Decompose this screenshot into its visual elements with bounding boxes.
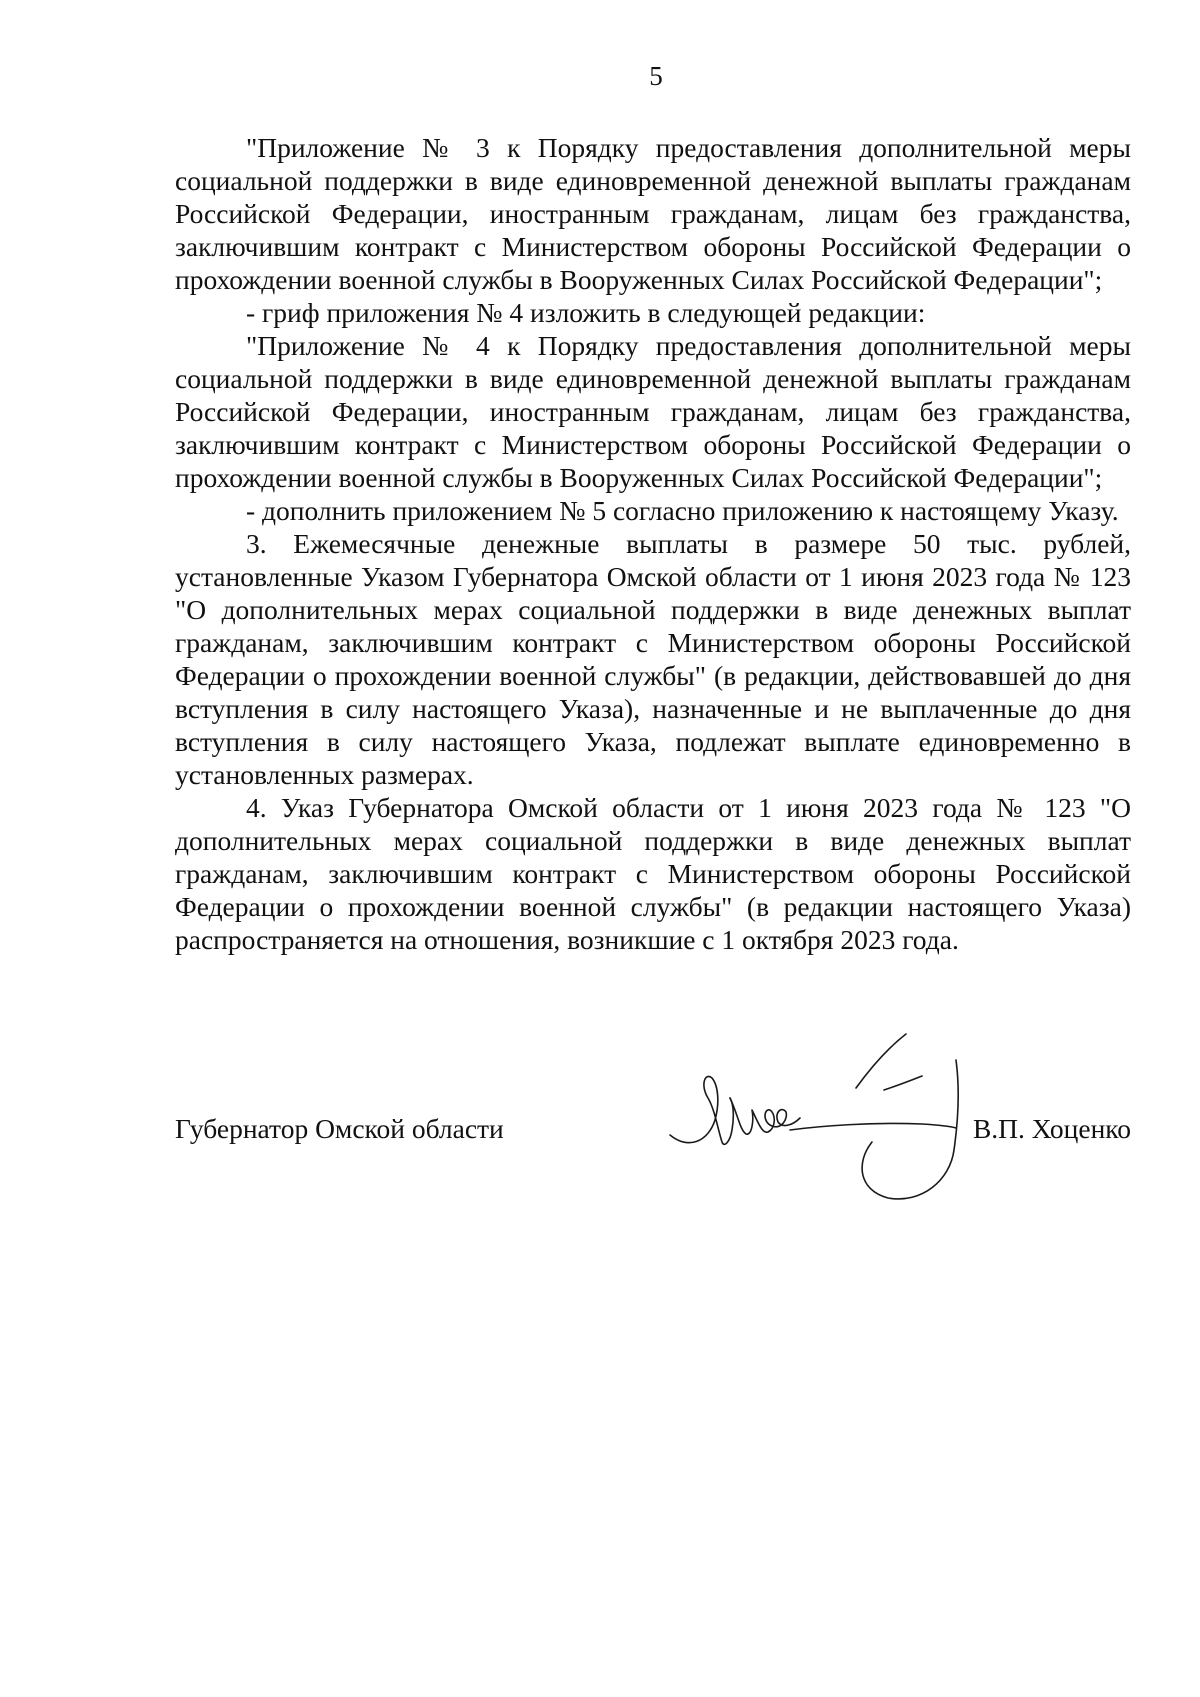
paragraph-item-3: 3. Ежемесячные денежные выплаты в размере 50 тыс. рублей, установленные Указом Губернатора Омской области от 1 июня 2023 года № 123 "О дополнительных мерах социальной поддержки в виде денежных выплат гражданам, заключившим контракт с Министерством обороны Российской Федерации о прохождении военной службы" (в редакции, действовавшей до дня вступления в силу настоящего Указа), назначенные и не выплаченные до дня вступления в силу настоящего Указа, подлежат выплате единовременно в установленных размерах. xyxy=(175,528,1131,790)
paragraph-annex-4-heading: "Приложение № 4 к Порядку предоставления дополнительной меры социальной поддержки в виде единовременной денежной выплаты гражданам Российской Федерации, иностранным гражданам, лицам без гражданства, заключившим контракт с Министерством обороны Российской Федерации о прохождении военной службы в Вооруженных Силах Российской Федерации"; xyxy=(175,330,1131,493)
signer-title: Губернатор Омской области xyxy=(175,1113,504,1144)
paragraph-annex-4-instruction: - гриф приложения № 4 изложить в следующей редакции: xyxy=(246,297,926,328)
signature-block xyxy=(175,1112,1131,1162)
paragraph-annex-5-addition: - дополнить приложением № 5 согласно приложению к настоящему Указу. xyxy=(246,495,1119,526)
document-body xyxy=(175,131,1131,956)
paragraph-item-4: 4. Указ Губернатора Омской области от 1 июня 2023 года № 123 "О дополнительных мерах социальной поддержки в виде денежных выплат гражданам, заключившим контракт с Министерством обороны Российской Федерации о прохождении военной службы" (в редакции настоящего Указа) распространяется на отношения, возникшие с 1 октября 2023 года. xyxy=(175,792,1131,955)
signer-name: В.П. Хоценко xyxy=(972,1113,1131,1144)
paragraph-annex-3-heading: "Приложение № 3 к Порядку предоставления дополнительной меры социальной поддержки в виде единовременной денежной выплаты гражданам Российской Федерации, иностранным гражданам, лицам без гражданства, заключившим контракт с Министерством обороны Российской Федерации о прохождении военной службы в Вооруженных Силах Российской Федерации"; xyxy=(175,132,1131,295)
page-number: 5 xyxy=(649,61,663,91)
